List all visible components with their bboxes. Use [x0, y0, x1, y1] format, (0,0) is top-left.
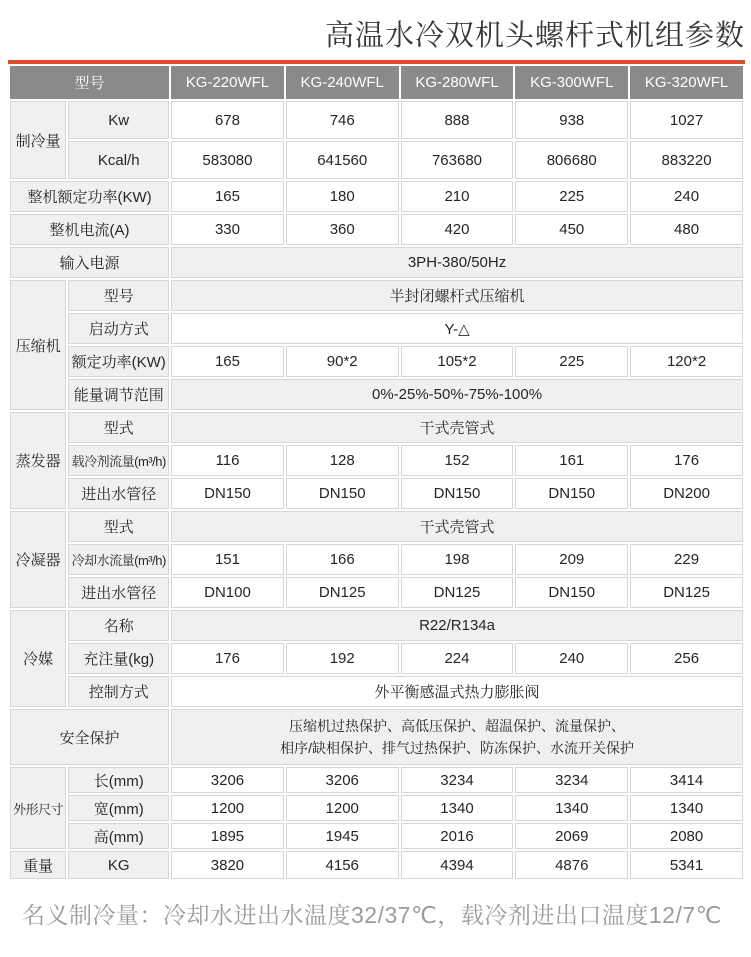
value-cell: 450: [515, 214, 628, 245]
group-label-cell: 外形尺寸: [10, 767, 66, 849]
table-row: [10, 851, 743, 879]
value-cell: 2016: [401, 823, 514, 849]
merged-value-cell: 半封闭螺杆式压缩机: [171, 280, 743, 311]
column-header-model: KG-280WFL: [401, 66, 514, 99]
value-cell: DN150: [401, 478, 514, 509]
table-row: [10, 577, 743, 608]
value-cell: 225: [515, 181, 628, 212]
value-cell: 3206: [286, 767, 399, 793]
merged-value-cell: 3PH-380/50Hz: [171, 247, 743, 278]
value-cell: 763680: [401, 141, 514, 179]
table-row: [10, 511, 743, 542]
value-cell: 480: [630, 214, 743, 245]
value-cell: DN125: [401, 577, 514, 608]
value-cell: DN100: [171, 577, 284, 608]
value-cell: 1945: [286, 823, 399, 849]
value-cell: 3820: [171, 851, 284, 879]
value-cell: 176: [630, 445, 743, 476]
value-cell: 128: [286, 445, 399, 476]
table-row: [10, 643, 743, 674]
group-label-cell: 重量: [10, 851, 66, 879]
table-row: [10, 795, 743, 821]
row-label-cell: 安全保护: [10, 709, 169, 765]
value-cell: 256: [630, 643, 743, 674]
merged-value-cell: R22/R134a: [171, 610, 743, 641]
row-label-cell: 载冷剂流量(m³/h): [68, 445, 169, 476]
value-cell: 1027: [630, 101, 743, 139]
row-label-cell: 进出水管径: [68, 577, 169, 608]
value-cell: 420: [401, 214, 514, 245]
row-label-cell: Kw: [68, 101, 169, 139]
value-cell: 1895: [171, 823, 284, 849]
row-label-cell: 型号: [68, 280, 169, 311]
value-cell: 2080: [630, 823, 743, 849]
value-cell: DN125: [286, 577, 399, 608]
table-row: [10, 280, 743, 311]
row-label-cell: 冷却水流量(m³/h): [68, 544, 169, 575]
value-cell: 583080: [171, 141, 284, 179]
value-cell: 938: [515, 101, 628, 139]
column-header-model-label: 型号: [10, 66, 169, 99]
group-label-cell: 蒸发器: [10, 412, 66, 509]
value-cell: DN150: [286, 478, 399, 509]
value-cell: 888: [401, 101, 514, 139]
spec-table: [8, 64, 745, 881]
value-cell: 4156: [286, 851, 399, 879]
value-cell: 116: [171, 445, 284, 476]
value-cell: 360: [286, 214, 399, 245]
table-row: [10, 247, 743, 278]
value-cell: DN150: [515, 577, 628, 608]
value-cell: 210: [401, 181, 514, 212]
value-cell: DN150: [171, 478, 284, 509]
value-cell: 3206: [171, 767, 284, 793]
table-header-row: [10, 66, 743, 99]
row-label-cell: 控制方式: [68, 676, 169, 707]
footnote: 名义制冷量：冷却水进出水温度32/37℃，载冷剂进出口温度12/7℃: [22, 902, 722, 928]
value-cell: 180: [286, 181, 399, 212]
value-cell: 678: [171, 101, 284, 139]
value-cell: 883220: [630, 141, 743, 179]
value-cell: 3234: [515, 767, 628, 793]
table-row: [10, 181, 743, 212]
row-label-cell: 名称: [68, 610, 169, 641]
value-cell: 165: [171, 181, 284, 212]
value-cell: 225: [515, 346, 628, 377]
table-row: [10, 823, 743, 849]
merged-value-cell: [171, 709, 743, 765]
table-row: [10, 478, 743, 509]
table-row: [10, 767, 743, 793]
value-cell: 2069: [515, 823, 628, 849]
value-cell: 1340: [630, 795, 743, 821]
table-row: [10, 412, 743, 443]
table-row: [10, 346, 743, 377]
value-cell: 641560: [286, 141, 399, 179]
value-cell: DN125: [630, 577, 743, 608]
group-label-cell: 压缩机: [10, 280, 66, 410]
table-row: [10, 709, 743, 765]
value-cell: 3234: [401, 767, 514, 793]
value-cell: DN200: [630, 478, 743, 509]
row-label-cell: 高(mm): [68, 823, 169, 849]
page-title: 高温水冷双机头螺杆式机组参数: [324, 20, 745, 52]
row-label-cell: 整机额定功率(KW): [10, 181, 169, 212]
value-cell: 4394: [401, 851, 514, 879]
row-label-cell: 型式: [68, 412, 169, 443]
value-cell: 4876: [515, 851, 628, 879]
column-header-model: KG-300WFL: [515, 66, 628, 99]
group-label-cell: 制冷量: [10, 101, 66, 179]
table-row: [10, 214, 743, 245]
row-label-cell: 输入电源: [10, 247, 169, 278]
value-cell: 1340: [401, 795, 514, 821]
row-label-cell: 充注量(kg): [68, 643, 169, 674]
merged-value-cell: 干式壳管式: [171, 511, 743, 542]
row-label-cell: 长(mm): [68, 767, 169, 793]
table-row: [10, 313, 743, 344]
table-row: [10, 676, 743, 707]
value-cell: 5341: [630, 851, 743, 879]
value-cell: 192: [286, 643, 399, 674]
row-label-cell: 型式: [68, 511, 169, 542]
value-cell: 240: [515, 643, 628, 674]
row-label-cell: KG: [68, 851, 169, 879]
table-row: [10, 101, 743, 139]
row-label-cell: Kcal/h: [68, 141, 169, 179]
value-cell: 330: [171, 214, 284, 245]
value-cell: DN150: [515, 478, 628, 509]
value-cell: 105*2: [401, 346, 514, 377]
value-cell: 166: [286, 544, 399, 575]
column-header-model: KG-220WFL: [171, 66, 284, 99]
column-header-model: KG-240WFL: [286, 66, 399, 99]
value-cell: 152: [401, 445, 514, 476]
value-cell: 746: [286, 101, 399, 139]
value-cell: 176: [171, 643, 284, 674]
value-cell: 151: [171, 544, 284, 575]
value-cell: 90*2: [286, 346, 399, 377]
value-cell: 120*2: [630, 346, 743, 377]
value-cell: 229: [630, 544, 743, 575]
table-row: [10, 141, 743, 179]
value-cell: 224: [401, 643, 514, 674]
column-header-model: KG-320WFL: [630, 66, 743, 99]
value-cell: 165: [171, 346, 284, 377]
group-label-cell: 冷凝器: [10, 511, 66, 608]
merged-value-cell: 外平衡感温式热力膨胀阀: [171, 676, 743, 707]
value-cell: 1200: [171, 795, 284, 821]
table-row: [10, 544, 743, 575]
value-cell: 806680: [515, 141, 628, 179]
table-row: [10, 610, 743, 641]
group-label-cell: 冷媒: [10, 610, 66, 707]
row-label-cell: 宽(mm): [68, 795, 169, 821]
row-label-cell: 整机电流(A): [10, 214, 169, 245]
row-label-cell: 能量调节范围: [68, 379, 169, 410]
merged-value-cell: 0%-25%-50%-75%-100%: [171, 379, 743, 410]
row-label-cell: 进出水管径: [68, 478, 169, 509]
table-row: [10, 379, 743, 410]
merged-value-cell: Y-△: [171, 313, 743, 344]
row-label-cell: 启动方式: [68, 313, 169, 344]
row-label-cell: 额定功率(KW): [68, 346, 169, 377]
value-cell: 3414: [630, 767, 743, 793]
safety-line: 压缩机过热保护、高低压保护、超温保护、流量保护、: [289, 718, 626, 734]
value-cell: 1200: [286, 795, 399, 821]
safety-line: 相序/缺相保护、排气过热保护、防冻保护、水流开关保护: [280, 740, 634, 756]
value-cell: 209: [515, 544, 628, 575]
value-cell: 1340: [515, 795, 628, 821]
table-row: [10, 445, 743, 476]
value-cell: 240: [630, 181, 743, 212]
value-cell: 161: [515, 445, 628, 476]
value-cell: 198: [401, 544, 514, 575]
merged-value-cell: 干式壳管式: [171, 412, 743, 443]
